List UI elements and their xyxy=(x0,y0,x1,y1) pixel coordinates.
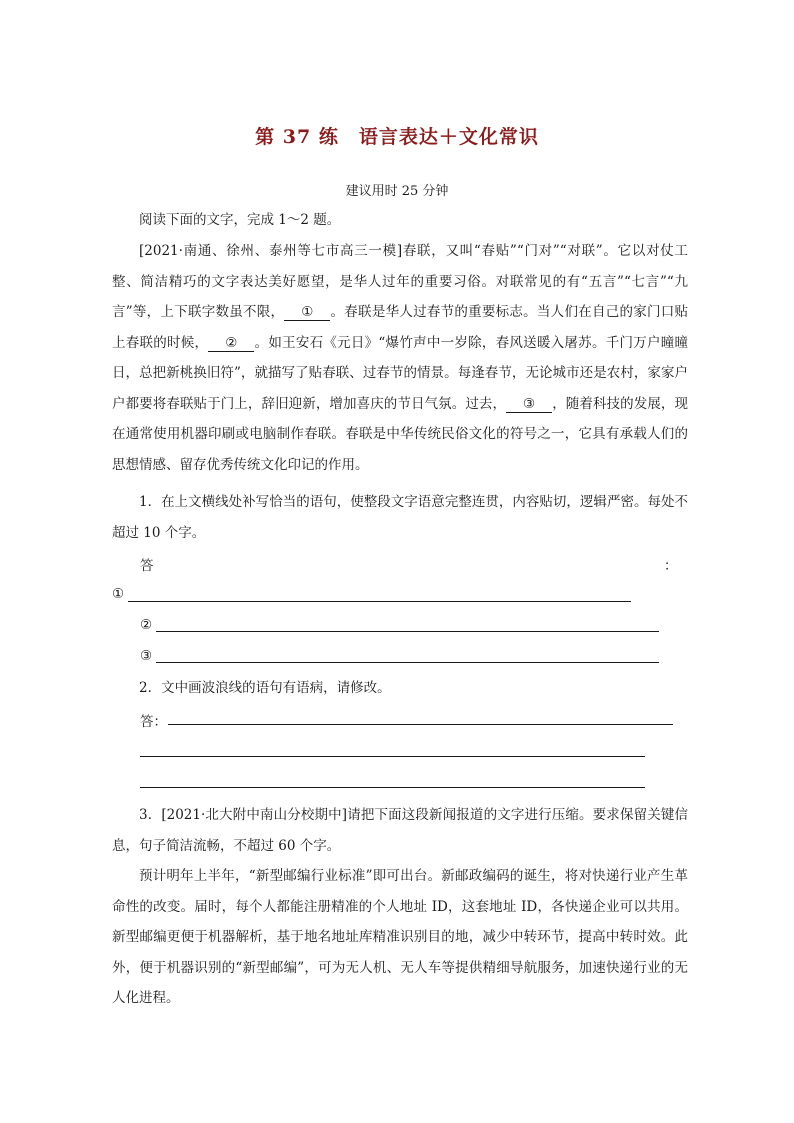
passage-segment-3: 。如王安石《元日》“爆竹声中一岁除，春风送暖入屠苏。千门万户曈曈日，总把新桃换旧符”，就描写了贴春联、过春节的情景。每逢春节，无论城市还是农村，家家户户都要将春联贴于门上，辞旧迎新，增加喜庆的节日气氛。过去， xyxy=(112,334,688,412)
answer-mark-1: ① xyxy=(112,586,125,602)
passage-spring-couplets xyxy=(112,236,688,480)
answer-line-q2-2[interactable] xyxy=(140,756,645,757)
passage-segment-2: 。春联是华人过春节的重要标志。当人们在自己的家门口贴上春联的时候， xyxy=(112,304,689,351)
passage-segment-4: ，随着科技的发展，现在通常使用机器印刷或电脑制作春联。春联是中华传统民俗文化的符号之一，它具有承载人们的思想情感、留存优秀传统文化印记的作用。 xyxy=(112,395,689,473)
blank-2: ② xyxy=(208,335,254,352)
reading-instruction: 阅读下面的文字，完成 1～2 题。 xyxy=(139,212,341,228)
passage-segment-1: [2021·南通、徐州、泰州等七市高三一模]春联，又叫“春贴”“门对”“对联”。它以对仗工整、简洁精巧的文字表达美好愿望，是华人过年的重要习俗。对联常见的有“五言”“七言”“九言”等，上下联字数虽不限， xyxy=(112,243,688,320)
question-3: 3．[2021·北大附中南山分校期中]请把下面这段新闻报道的文字进行压缩。要求保留关键信息，句子简洁流畅，不超过 60 个字。 xyxy=(112,807,688,854)
answer-line-2[interactable] xyxy=(156,631,659,632)
blank-1: ① xyxy=(284,304,330,321)
answer-line-q2-1[interactable] xyxy=(168,724,673,725)
news-passage: 预计明年上半年，“新型邮编行业标准”即可出台。新邮政编码的诞生，将对快递行业产生革命性的改变。届时，每个人都能注册精准的个人地址 ID，这套地址 ID，各快递企业可以共用。新型邮编更便于机器解析，基于地名地址库精准识别目的地，减少中转环节，提高中转时效。此外，便于机器识别的“新型邮编”，可为无人机、无人车等提供精细导航服务，加速快递行业的无人化进程。 xyxy=(112,868,688,1006)
answer-colon: ： xyxy=(664,558,678,574)
answer-label-1: 答 xyxy=(140,558,154,574)
answer-line-3[interactable] xyxy=(156,662,659,663)
answer-line-1[interactable] xyxy=(128,601,631,602)
page-title: 第 37 练 语言表达＋文化常识 xyxy=(255,126,539,148)
blank-3: ③ xyxy=(506,396,552,413)
answer-mark-2: ② xyxy=(140,617,153,633)
answer-line-q2-3[interactable] xyxy=(140,787,645,788)
question-1: 1．在上文横线处补写恰当的语句，使整段文字语意完整连贯，内容贴切，逻辑严密。每处不超过 10 个字。 xyxy=(112,494,688,541)
answer-mark-3: ③ xyxy=(140,648,153,664)
question-2: 2．文中画波浪线的语句有语病，请修改。 xyxy=(139,680,391,696)
answer-label-2: 答： xyxy=(140,714,167,730)
suggested-time: 建议用时 25 分钟 xyxy=(345,184,449,199)
